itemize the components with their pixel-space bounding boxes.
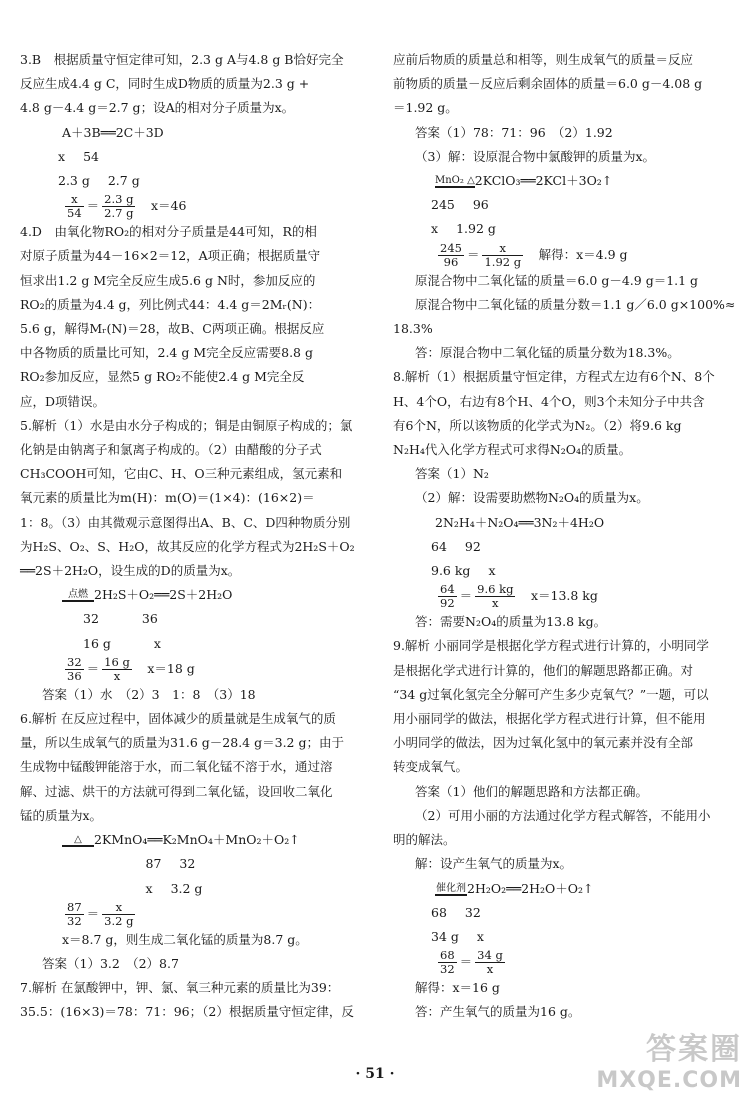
text-line bbox=[393, 877, 738, 901]
line-text: 2KClO₃══2KCl＋3O₂↑ bbox=[474, 173, 613, 189]
fraction bbox=[65, 901, 84, 928]
line-text: 应前后物质的质量总和相等，则生成氧气的质量＝反应 bbox=[393, 52, 694, 67]
line-text: 2N₂H₄＋N₂O₄══3N₂＋4H₂O bbox=[435, 514, 605, 530]
equation-values-row bbox=[20, 169, 375, 193]
line-text: 转变成氧气。 bbox=[393, 759, 469, 775]
equation-value: 92 bbox=[464, 538, 481, 554]
text-line bbox=[393, 659, 738, 683]
line-text: 对原子质量为44－16×2＝12，A项正确；根据质量守 bbox=[20, 248, 321, 264]
line-text: 用小丽同学的做法，根据化学方程式进行计算，但不能用 bbox=[393, 711, 706, 727]
equation-value: 245 bbox=[431, 197, 455, 213]
proportion-line bbox=[20, 193, 375, 220]
text-line bbox=[393, 804, 738, 828]
reaction-condition: 催化剂 bbox=[436, 882, 466, 894]
equation-values-row bbox=[393, 217, 738, 241]
text-line bbox=[20, 293, 375, 317]
line-text: 2H₂S＋O₂══2S＋2H₂O bbox=[94, 587, 233, 603]
equation-value: 9.6 kg bbox=[431, 563, 471, 579]
line-text: 答案（1）78：71：96 （2）1.92 bbox=[415, 124, 613, 140]
line-text: 化钠是由钠离子和氯离子构成的。（2）由醋酸的分子式 bbox=[20, 442, 322, 458]
line-text: 前物质的质量－反应后剩余固体的质量＝6.0 g－4.08 g bbox=[393, 76, 703, 92]
text-line bbox=[20, 583, 375, 607]
proportion-line bbox=[20, 656, 375, 683]
line-text: x＝8.7 g，则生成二氧化锰的质量为8.7 g。 bbox=[62, 931, 308, 947]
line-text: 明的解法。 bbox=[393, 832, 456, 848]
equation-values-row bbox=[393, 193, 738, 217]
fraction bbox=[102, 656, 132, 683]
text-line bbox=[20, 755, 375, 779]
text-line bbox=[20, 535, 375, 559]
text-line bbox=[393, 610, 738, 634]
fraction bbox=[65, 193, 84, 220]
equation-values-row bbox=[393, 925, 738, 949]
text-line bbox=[20, 220, 375, 244]
line-text: 答：需要N₂O₄的质量为13.8 kg。 bbox=[415, 614, 607, 630]
text-line bbox=[20, 48, 375, 72]
line-text: 恒求出1.2 g M完全反应生成5.6 g N时，参加反应的 bbox=[20, 272, 316, 288]
text-line bbox=[20, 390, 375, 414]
equation-values-row bbox=[20, 145, 375, 169]
watermark-text: 答案圈 bbox=[646, 1032, 742, 1067]
numerator: 16 g bbox=[104, 654, 130, 669]
fraction bbox=[438, 242, 464, 269]
proportion-line bbox=[20, 901, 375, 928]
reaction-condition: 点燃 bbox=[62, 589, 94, 602]
line-text: 3.B 根据质量守恒定律可知，2.3 g A与4.8 g B恰好完全 bbox=[20, 52, 344, 67]
reaction-condition: △ bbox=[62, 834, 94, 847]
fraction bbox=[438, 949, 457, 976]
fraction bbox=[482, 242, 523, 269]
text-line bbox=[20, 780, 375, 804]
numerator: x bbox=[102, 901, 135, 915]
line-text: 5.6 g，解得Mᵣ(N)＝28，故B、C两项正确。根据反应 bbox=[20, 321, 325, 337]
equals-sign: ＝ bbox=[466, 246, 480, 262]
line-text: N₂H₄代入化学方程式可求得N₂O₄的质量。 bbox=[393, 442, 632, 458]
line-text: 答案（1）3.2 （2）8.7 bbox=[42, 955, 179, 971]
text-line bbox=[393, 169, 738, 193]
text-line bbox=[20, 341, 375, 365]
text-line bbox=[20, 72, 375, 96]
line-text: 量，所以生成氧气的质量为31.6 g－28.4 g＝3.2 g；由于 bbox=[20, 735, 344, 751]
line-text: （2）解：设需要助燃物N₂O₄的质量为x。 bbox=[415, 490, 649, 506]
text-line bbox=[20, 804, 375, 828]
text-line bbox=[20, 317, 375, 341]
fraction bbox=[475, 583, 515, 610]
equation-value: 1.92 g bbox=[456, 221, 496, 237]
watermark-logo bbox=[596, 1024, 742, 1093]
result-text: x＝46 bbox=[138, 198, 187, 214]
text-line bbox=[20, 244, 375, 268]
line-text: 7.解析 在氯酸钾中，钾、氯、氧三种元素的质量比为39： bbox=[20, 980, 340, 996]
text-line bbox=[393, 390, 738, 414]
numerator: 64 bbox=[440, 582, 455, 597]
line-text: 1：8。（3）由其微观示意图得出A、B、C、D四种物质分别 bbox=[20, 514, 351, 530]
text-line bbox=[393, 48, 738, 72]
equation-values-row bbox=[20, 852, 375, 876]
line-text: 为H₂S、O₂、S、H₂O，故其反应的化学方程式为2H₂S＋O₂ bbox=[20, 538, 355, 554]
line-text: 8.解析（1）根据质量守恒定律，方程式左边有6个N、8个 bbox=[393, 369, 715, 385]
text-line bbox=[20, 511, 375, 535]
equation-value: x bbox=[476, 928, 484, 944]
line-text: 答案（1）他们的解题思路和方法都正确。 bbox=[415, 783, 648, 799]
reaction-condition: MnO₂ △ bbox=[435, 175, 475, 187]
fraction bbox=[102, 901, 135, 928]
text-line bbox=[393, 269, 738, 293]
text-line bbox=[393, 462, 738, 486]
equation-value: x bbox=[58, 880, 153, 896]
line-text: 原混合物中二氧化锰的质量＝6.0 g－4.9 g＝1.1 g bbox=[415, 272, 699, 288]
fraction bbox=[65, 656, 84, 683]
equation-value: 32 bbox=[179, 856, 196, 872]
text-line bbox=[393, 486, 738, 510]
line-text: 答：原混合物中二氧化锰的质量分数为18.3%。 bbox=[415, 345, 680, 361]
proportion-line bbox=[393, 242, 738, 269]
denominator: 96 bbox=[443, 254, 459, 269]
text-line bbox=[393, 341, 738, 365]
equation-value: x bbox=[58, 148, 66, 164]
line-text: 应，D项错误。 bbox=[20, 393, 106, 409]
line-text: 5.解析（1）水是由水分子构成的；铜是由铜原子构成的；氯 bbox=[20, 417, 353, 433]
equation-value: 87 bbox=[58, 856, 162, 872]
equation-value: 32 bbox=[58, 611, 99, 627]
text-line bbox=[393, 780, 738, 804]
result-text: 解得：x＝4.9 g bbox=[526, 246, 628, 262]
equation-value: 2.7 g bbox=[107, 173, 140, 189]
fraction bbox=[475, 949, 505, 976]
text-line bbox=[393, 96, 738, 120]
denominator: x bbox=[492, 596, 499, 611]
equation-values-row bbox=[20, 632, 375, 656]
text-line bbox=[20, 414, 375, 438]
line-text: 是根据化学式进行计算的，他们的解题思路都正确。对 bbox=[393, 662, 694, 678]
text-line bbox=[393, 293, 738, 317]
line-text: 有6个N，所以该物质的化学式为N₂。（2）将9.6 kg bbox=[393, 417, 682, 433]
text-line bbox=[20, 707, 375, 731]
text-line bbox=[20, 952, 375, 976]
text-line bbox=[20, 731, 375, 755]
numerator: 68 bbox=[440, 948, 455, 963]
equation-value: 34 g bbox=[431, 928, 459, 944]
numerator: 87 bbox=[67, 899, 82, 914]
proportion-line bbox=[393, 583, 738, 610]
line-text: 氧元素的质量比为m(H)：m(O)＝(1×4)：(16×2)＝ bbox=[20, 490, 315, 506]
watermark-url: MXQE.COM bbox=[596, 1068, 742, 1093]
denominator: 36 bbox=[67, 668, 82, 683]
text-line bbox=[20, 438, 375, 462]
numerator: x bbox=[65, 193, 84, 207]
equation-value: 96 bbox=[472, 197, 489, 213]
line-text: 答：产生氧气的质量为16 g。 bbox=[415, 1004, 581, 1020]
text-line bbox=[20, 365, 375, 389]
numerator: x bbox=[482, 242, 523, 256]
text-line bbox=[393, 852, 738, 876]
numerator: 34 g bbox=[477, 948, 503, 963]
text-line bbox=[20, 462, 375, 486]
text-line bbox=[393, 511, 738, 535]
equals-sign: ＝ bbox=[459, 954, 473, 970]
text-line bbox=[20, 486, 375, 510]
fraction bbox=[102, 193, 135, 220]
numerator: 9.6 kg bbox=[477, 582, 514, 597]
denominator: 92 bbox=[440, 596, 455, 611]
result-text: x＝13.8 kg bbox=[518, 588, 598, 604]
text-line bbox=[393, 828, 738, 852]
equation-values-row bbox=[393, 535, 738, 559]
equation-value: 2.3 g bbox=[58, 173, 90, 189]
equation-values-row bbox=[393, 901, 738, 925]
line-text: 答案（1）N₂ bbox=[415, 466, 489, 482]
line-text: 小明同学的做法，因为过氧化氢中的氧元素并没有全部 bbox=[393, 735, 694, 751]
line-text: 原混合物中二氧化锰的质量分数＝1.1 g／6.0 g×100%≈ bbox=[415, 296, 736, 312]
text-line bbox=[20, 683, 375, 707]
text-line bbox=[20, 269, 375, 293]
numerator: 245 bbox=[440, 240, 462, 255]
text-line bbox=[20, 559, 375, 583]
equals-sign: ＝ bbox=[86, 660, 100, 676]
denominator: 32 bbox=[440, 962, 455, 977]
text-line bbox=[20, 928, 375, 952]
line-text: 锰的质量为x。 bbox=[20, 807, 103, 823]
text-line bbox=[20, 1000, 375, 1024]
line-text: 4.D 由氧化物RO₂的相对分子质量是44可知，R的相 bbox=[20, 224, 317, 240]
denominator: x bbox=[486, 962, 494, 977]
text-line bbox=[393, 72, 738, 96]
line-text: 解：设产生氧气的质量为x。 bbox=[415, 856, 573, 872]
text-line bbox=[393, 145, 738, 169]
fraction bbox=[438, 583, 457, 610]
text-line bbox=[20, 96, 375, 120]
text-line bbox=[393, 683, 738, 707]
line-text: 解得：x＝16 g bbox=[415, 980, 500, 996]
line-text: 2H₂O₂══2H₂O＋O₂↑ bbox=[467, 880, 594, 896]
line-text: ══2S＋2H₂O，设生成的D的质量为x。 bbox=[20, 563, 241, 579]
text-line bbox=[393, 438, 738, 462]
equation-value: 64 bbox=[431, 538, 447, 554]
equals-sign: ＝ bbox=[86, 905, 100, 921]
line-text: H、4个O，右边有8个H、4个O，则3个未知分子中共含 bbox=[393, 393, 705, 409]
equation-value: x bbox=[128, 635, 161, 651]
text-line bbox=[20, 828, 375, 852]
text-line bbox=[393, 976, 738, 1000]
result-text: x＝18 g bbox=[134, 660, 195, 676]
denominator: x bbox=[113, 668, 121, 683]
numerator: 32 bbox=[67, 654, 82, 669]
left-column bbox=[20, 48, 375, 1025]
line-text: 中各物质的质量比可知，2.4 g M完全反应需要8.8 g bbox=[20, 345, 313, 361]
denominator: 2.7 g bbox=[104, 206, 134, 221]
equation-value: 54 bbox=[83, 148, 99, 164]
line-text: 4.8 g－4.4 g＝2.7 g；设A的相对分子质量为x。 bbox=[20, 100, 295, 116]
text-line bbox=[393, 414, 738, 438]
equation-value: x bbox=[488, 563, 496, 579]
line-text: （2）可用小丽的方法通过化学方程式解答，不能用小 bbox=[415, 807, 711, 823]
right-column bbox=[393, 48, 738, 1025]
text-line bbox=[393, 317, 738, 341]
text-line bbox=[393, 731, 738, 755]
line-text: 解、过滤、烘干的方法就可得到二氧化锰，设回收二氧化 bbox=[20, 783, 333, 799]
text-line bbox=[20, 121, 375, 145]
equation-value: 68 bbox=[431, 904, 447, 920]
denominator: 1.92 g bbox=[484, 254, 522, 269]
equation-value: x bbox=[431, 221, 439, 237]
line-text: 反应生成4.4 g C，同时生成D物质的质量为2.3 g + bbox=[20, 76, 310, 92]
equation-value: 3.2 g bbox=[170, 880, 203, 896]
line-text: A＋3B══2C＋3D bbox=[62, 124, 164, 140]
line-text: 35.5：(16×3)＝78：71：96；（2）根据质量守恒定律，反 bbox=[20, 1004, 354, 1020]
line-text: 答案（1）水 （2）3 1：8 （3）18 bbox=[42, 686, 256, 702]
numerator: 2.3 g bbox=[104, 192, 134, 207]
proportion-line bbox=[393, 949, 738, 976]
denominator: 32 bbox=[67, 913, 82, 928]
line-text: 6.解析 在反应过程中，固体减少的质量就是生成氧气的质 bbox=[20, 711, 336, 727]
line-text: CH₃COOH可知，它由C、H、O三种元素组成，氢元素和 bbox=[20, 466, 343, 482]
text-line bbox=[393, 755, 738, 779]
line-text: 9.解析 小丽同学是根据化学方程式进行计算的，小明同学 bbox=[393, 638, 709, 654]
text-line bbox=[20, 976, 375, 1000]
equation-values-row bbox=[20, 607, 375, 631]
page-number: · 51 · bbox=[355, 1066, 395, 1082]
line-text: RO₂参加反应，显然5 g RO₂不能使2.4 g M完全反 bbox=[20, 369, 305, 385]
text-line bbox=[393, 121, 738, 145]
line-text: 18.3% bbox=[393, 321, 433, 337]
text-line bbox=[393, 1000, 738, 1024]
line-text: （3）解：设原混合物中氯酸钾的质量为x。 bbox=[415, 148, 656, 164]
line-text: RO₂的质量为4.4 g，列比例式44：4.4 g＝2Mᵣ(N)： bbox=[20, 296, 321, 312]
line-text: 2KMnO₄══K₂MnO₄＋MnO₂＋O₂↑ bbox=[94, 832, 300, 848]
equation-value: 16 g bbox=[58, 635, 111, 651]
line-text: 生成物中锰酸钾能溶于水，而二氧化锰不溶于水，通过溶 bbox=[20, 759, 333, 775]
denominator: 3.2 g bbox=[104, 913, 134, 928]
equals-sign: ＝ bbox=[459, 588, 473, 604]
line-text: “34 g过氧化氢完全分解可产生多少克氧气？”一题，可以 bbox=[393, 686, 709, 702]
equation-value: 32 bbox=[464, 904, 481, 920]
equation-values-row bbox=[393, 559, 738, 583]
equation-value: 36 bbox=[116, 611, 158, 627]
equation-values-row bbox=[20, 877, 375, 901]
equals-sign: ＝ bbox=[86, 198, 100, 214]
denominator: 54 bbox=[67, 206, 82, 221]
text-line bbox=[393, 707, 738, 731]
text-line bbox=[393, 365, 738, 389]
text-line bbox=[393, 634, 738, 658]
line-text: ＝1.92 g。 bbox=[393, 100, 458, 116]
